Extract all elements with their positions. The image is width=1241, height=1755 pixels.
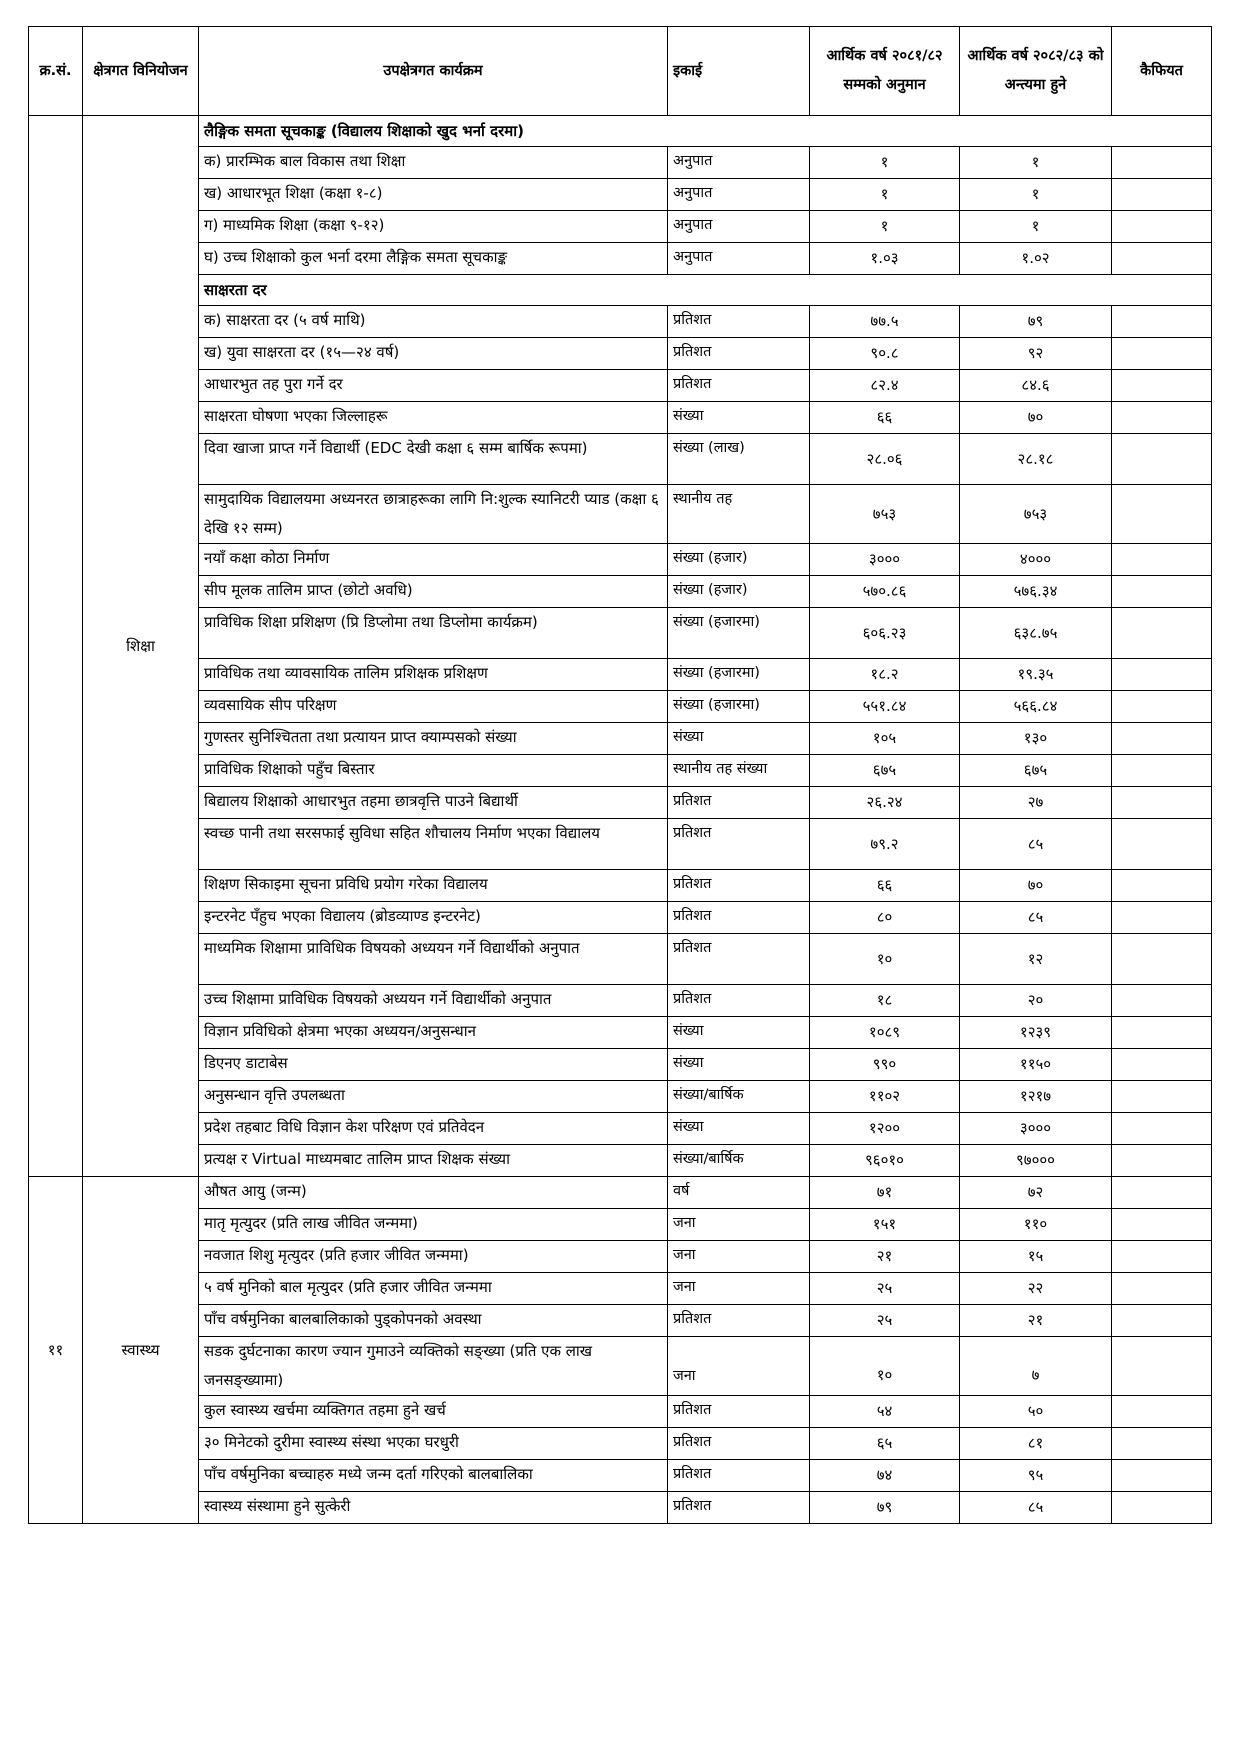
table-row [29, 1337, 1212, 1396]
remarks-cell [1112, 691, 1212, 723]
program-cell: सीप मूलक तालिम प्राप्त (छोटो अवधि) [199, 576, 668, 608]
unit-cell: संख्या (हजार) [668, 576, 810, 608]
estimate-cell: १८.२ [810, 659, 960, 691]
table-row [29, 934, 1212, 985]
program-cell: व्यवसायिक सीप परिक्षण [199, 691, 668, 723]
remarks-cell [1112, 608, 1212, 659]
target-cell: ७९ [960, 306, 1112, 338]
target-cell: १.०२ [960, 243, 1112, 275]
table-row [29, 370, 1212, 402]
remarks-cell [1112, 723, 1212, 755]
table-row [29, 1492, 1212, 1524]
remarks-cell [1112, 338, 1212, 370]
program-cell: कुल स्वास्थ्य खर्चमा व्यक्तिगत तहमा हुने खर्च [199, 1396, 668, 1428]
table-row [29, 659, 1212, 691]
unit-cell: संख्या (हजारमा) [668, 659, 810, 691]
remarks-cell [1112, 370, 1212, 402]
unit-cell: संख्या [668, 1049, 810, 1081]
target-cell: २७ [960, 787, 1112, 819]
estimate-cell: २५ [810, 1273, 960, 1305]
estimate-cell: ९०.८ [810, 338, 960, 370]
target-cell: २८.१८ [960, 434, 1112, 485]
program-cell: नयाँ कक्षा कोठा निर्माण [199, 544, 668, 576]
health-sector-name: स्वास्थ्य [83, 1177, 199, 1524]
remarks-cell [1112, 1428, 1212, 1460]
program-cell: दिवा खाजा प्राप्त गर्ने विद्यार्थी (EDC देखी कक्षा ६ सम्म बार्षिक रूपमा) [199, 434, 668, 485]
program-cell: ग) माध्यमिक शिक्षा (कक्षा ९-१२) [199, 211, 668, 243]
target-cell: ७० [960, 870, 1112, 902]
target-cell: ८५ [960, 819, 1112, 870]
estimate-cell: ९६०१० [810, 1145, 960, 1177]
unit-cell: संख्या [668, 1113, 810, 1145]
estimate-cell: ६६ [810, 870, 960, 902]
remarks-cell [1112, 902, 1212, 934]
table-row [29, 1396, 1212, 1428]
estimate-cell: ५४ [810, 1396, 960, 1428]
target-cell: ८५ [960, 902, 1112, 934]
unit-cell: अनुपात [668, 211, 810, 243]
target-cell: ५० [960, 1396, 1112, 1428]
table-row [29, 787, 1212, 819]
estimate-cell: ८२.४ [810, 370, 960, 402]
unit-cell: प्रतिशत [668, 1428, 810, 1460]
unit-cell: जना [668, 1337, 810, 1396]
target-cell: १ [960, 179, 1112, 211]
remarks-cell [1112, 402, 1212, 434]
remarks-cell [1112, 485, 1212, 544]
gender-parity-heading-text: लैङ्गिक समता सूचकाङ्क (विद्यालय शिक्षाको खुद भर्ना दरमा) [199, 116, 1212, 147]
estimate-cell: २१ [810, 1241, 960, 1273]
remarks-cell [1112, 1017, 1212, 1049]
program-cell: डिएनए डाटाबेस [199, 1049, 668, 1081]
program-cell: प्रदेश तहबाट विधि विज्ञान केश परिक्षण एवं प्रतिवेदन [199, 1113, 668, 1145]
table-row [29, 338, 1212, 370]
target-cell: ११५० [960, 1049, 1112, 1081]
remarks-cell [1112, 934, 1212, 985]
estimate-cell: १ [810, 179, 960, 211]
table-row [29, 1273, 1212, 1305]
remarks-cell [1112, 1081, 1212, 1113]
unit-cell: जना [668, 1241, 810, 1273]
remarks-cell [1112, 211, 1212, 243]
target-cell: ८४.६ [960, 370, 1112, 402]
target-cell: १३० [960, 723, 1112, 755]
table-row [29, 1049, 1212, 1081]
estimate-cell: ७५३ [810, 485, 960, 544]
table-row [29, 243, 1212, 275]
target-cell: १२३९ [960, 1017, 1112, 1049]
program-cell: उच्च शिक्षामा प्राविधिक विषयको अध्ययन गर्ने विद्यार्थीको अनुपात [199, 985, 668, 1017]
target-cell: ५७६.३४ [960, 576, 1112, 608]
education-sector-name: शिक्षा [83, 116, 199, 1177]
estimate-cell: २८.०६ [810, 434, 960, 485]
program-cell: शिक्षण सिकाइमा सूचना प्रविधि प्रयोग गरेका विद्यालय [199, 870, 668, 902]
program-cell: सामुदायिक विद्यालयमा अध्यनरत छात्राहरूका लागि नि:शुल्क स्यानिटरी प्याड (कक्षा ६ देखि १२ सम्म) [199, 485, 668, 544]
estimate-cell: १० [810, 1337, 960, 1396]
header-fy-estimate: आर्थिक वर्ष २०८१/८२ सम्मको अनुमान [810, 27, 960, 116]
estimate-cell: १ [810, 147, 960, 179]
remarks-cell [1112, 1396, 1212, 1428]
health-section [29, 1177, 1212, 1524]
unit-cell: संख्या (हजार) [668, 544, 810, 576]
estimate-cell: ७७.५ [810, 306, 960, 338]
program-cell: स्वास्थ्य संस्थामा हुने सुत्केरी [199, 1492, 668, 1524]
estimate-cell: १ [810, 211, 960, 243]
table-row [29, 434, 1212, 485]
program-cell: आधारभुत तह पुरा गर्ने दर [199, 370, 668, 402]
program-cell: माध्यमिक शिक्षामा प्राविधिक विषयको अध्ययन गर्ने विद्यार्थीको अनुपात [199, 934, 668, 985]
header-program: उपक्षेत्रगत कार्यक्रम [199, 27, 668, 116]
target-cell: १२ [960, 934, 1112, 985]
target-cell: ११० [960, 1209, 1112, 1241]
estimate-cell: ५५१.८४ [810, 691, 960, 723]
remarks-cell [1112, 1241, 1212, 1273]
program-cell: सडक दुर्घटनाका कारण ज्यान गुमाउने व्यक्तिको सङ्ख्या (प्रति एक लाख जनसङ्ख्यामा) [199, 1337, 668, 1396]
header-sector: क्षेत्रगत विनियोजन [83, 27, 199, 116]
remarks-cell [1112, 755, 1212, 787]
target-cell: १५ [960, 1241, 1112, 1273]
estimate-cell: ७९.२ [810, 819, 960, 870]
table-row [29, 1017, 1212, 1049]
unit-cell: स्थानीय तह संख्या [668, 755, 810, 787]
table-row [29, 819, 1212, 870]
target-cell: ७२ [960, 1177, 1112, 1209]
target-cell: ७५३ [960, 485, 1112, 544]
unit-cell: अनुपात [668, 243, 810, 275]
program-cell: ख) युवा साक्षरता दर (१५—२४ वर्ष) [199, 338, 668, 370]
target-cell: २१ [960, 1305, 1112, 1337]
unit-cell: संख्या [668, 402, 810, 434]
table-row [29, 1460, 1212, 1492]
target-cell: ९७००० [960, 1145, 1112, 1177]
program-cell: क) साक्षरता दर (५ वर्ष माथि) [199, 306, 668, 338]
unit-cell: अनुपात [668, 179, 810, 211]
unit-cell: वर्ष [668, 1177, 810, 1209]
table-row [29, 755, 1212, 787]
target-cell: ५६६.८४ [960, 691, 1112, 723]
table-row [29, 576, 1212, 608]
target-cell: ४००० [960, 544, 1112, 576]
program-cell: मातृ मृत्युदर (प्रति लाख जीवित जन्ममा) [199, 1209, 668, 1241]
unit-cell: प्रतिशत [668, 985, 810, 1017]
unit-cell: स्थानीय तह [668, 485, 810, 544]
unit-cell: संख्या [668, 1017, 810, 1049]
unit-cell: प्रतिशत [668, 1460, 810, 1492]
estimate-cell: ८० [810, 902, 960, 934]
table-row [29, 211, 1212, 243]
unit-cell: प्रतिशत [668, 870, 810, 902]
unit-cell: प्रतिशत [668, 902, 810, 934]
header-remarks: कैफियत [1112, 27, 1212, 116]
table-row [29, 1209, 1212, 1241]
table-row [29, 147, 1212, 179]
estimate-cell: १२०० [810, 1113, 960, 1145]
remarks-cell [1112, 1145, 1212, 1177]
target-cell: १२१७ [960, 1081, 1112, 1113]
unit-cell: अनुपात [668, 147, 810, 179]
estimate-cell: १०८९ [810, 1017, 960, 1049]
remarks-cell [1112, 1305, 1212, 1337]
remarks-cell [1112, 659, 1212, 691]
remarks-cell [1112, 179, 1212, 211]
table-row [29, 1113, 1212, 1145]
table-row [29, 1081, 1212, 1113]
target-cell: ९५ [960, 1460, 1112, 1492]
target-cell: १ [960, 147, 1112, 179]
unit-cell: संख्या/बार्षिक [668, 1081, 810, 1113]
estimate-cell: ७१ [810, 1177, 960, 1209]
remarks-cell [1112, 985, 1212, 1017]
table-row [29, 1305, 1212, 1337]
table-row [29, 485, 1212, 544]
unit-cell: जना [668, 1209, 810, 1241]
table-row [29, 306, 1212, 338]
table-row [29, 1177, 1212, 1209]
program-cell: पाँच वर्षमुनिका बच्चाहरु मध्ये जन्म दर्ता गरिएको बालबालिका [199, 1460, 668, 1492]
program-cell: क) प्रारम्भिक बाल विकास तथा शिक्षा [199, 147, 668, 179]
remarks-cell [1112, 1209, 1212, 1241]
remarks-cell [1112, 819, 1212, 870]
program-cell: साक्षरता घोषणा भएका जिल्लाहरू [199, 402, 668, 434]
target-cell: ६७५ [960, 755, 1112, 787]
estimate-cell: ३००० [810, 544, 960, 576]
estimate-cell: २६.२४ [810, 787, 960, 819]
table-row [29, 1428, 1212, 1460]
education-serial-cell [29, 116, 83, 1177]
target-cell: २० [960, 985, 1112, 1017]
table-row [29, 179, 1212, 211]
estimate-cell: १५१ [810, 1209, 960, 1241]
target-cell: ३००० [960, 1113, 1112, 1145]
program-cell: औषत आयु (जन्म) [199, 1177, 668, 1209]
target-cell: ८१ [960, 1428, 1112, 1460]
program-cell: ५ वर्ष मुनिको बाल मृत्युदर (प्रति हजार जीवित जन्ममा [199, 1273, 668, 1305]
literacy-heading-text: साक्षरता दर [199, 275, 1212, 306]
remarks-cell [1112, 787, 1212, 819]
estimate-cell: ७९ [810, 1492, 960, 1524]
unit-cell: प्रतिशत [668, 1396, 810, 1428]
remarks-cell [1112, 243, 1212, 275]
unit-cell: संख्या [668, 723, 810, 755]
table-row [29, 902, 1212, 934]
target-cell: २२ [960, 1273, 1112, 1305]
estimate-cell: २५ [810, 1305, 960, 1337]
target-cell: ८५ [960, 1492, 1112, 1524]
estimate-cell: ६५ [810, 1428, 960, 1460]
program-cell: विज्ञान प्रविधिको क्षेत्रमा भएका अध्ययन/अनुसन्धान [199, 1017, 668, 1049]
estimate-cell: ६६ [810, 402, 960, 434]
health-serial-number: ११ [29, 1177, 83, 1524]
table-row [29, 1145, 1212, 1177]
program-cell: इन्टरनेट पँहुच भएका विद्यालय (ब्रोडव्याण्ड इन्टरनेट) [199, 902, 668, 934]
table-row [29, 723, 1212, 755]
estimate-cell: ६७५ [810, 755, 960, 787]
remarks-cell [1112, 544, 1212, 576]
unit-cell: प्रतिशत [668, 787, 810, 819]
remarks-cell [1112, 1492, 1212, 1524]
unit-cell: प्रतिशत [668, 338, 810, 370]
indicator-table [28, 26, 1212, 1524]
estimate-cell: १० [810, 934, 960, 985]
remarks-cell [1112, 576, 1212, 608]
remarks-cell [1112, 147, 1212, 179]
unit-cell: संख्या/बार्षिक [668, 1145, 810, 1177]
table-row [29, 985, 1212, 1017]
remarks-cell [1112, 1113, 1212, 1145]
remarks-cell [1112, 1337, 1212, 1396]
gender-parity-heading [29, 116, 1212, 147]
unit-cell: प्रतिशत [668, 306, 810, 338]
header-serial-number: क्र.सं. [29, 27, 83, 116]
unit-cell: संख्या (हजारमा) [668, 691, 810, 723]
program-cell: ख) आधारभूत शिक्षा (कक्षा १-८) [199, 179, 668, 211]
program-cell: प्रत्यक्ष र Virtual माध्यमबाट तालिम प्राप्त शिक्षक संख्या [199, 1145, 668, 1177]
estimate-cell: ११०२ [810, 1081, 960, 1113]
target-cell: ६३८.७५ [960, 608, 1112, 659]
unit-cell: प्रतिशत [668, 370, 810, 402]
unit-cell: प्रतिशत [668, 819, 810, 870]
estimate-cell: ७४ [810, 1460, 960, 1492]
header-row [29, 27, 1212, 116]
remarks-cell [1112, 1177, 1212, 1209]
program-cell: गुणस्तर सुनिश्चितता तथा प्रत्यायन प्राप्त क्याम्पसको संख्या [199, 723, 668, 755]
table-row [29, 402, 1212, 434]
table-row [29, 1241, 1212, 1273]
program-cell: नवजात शिशु मृत्युदर (प्रति हजार जीवित जन्ममा) [199, 1241, 668, 1273]
target-cell: ७० [960, 402, 1112, 434]
target-cell: ७ [960, 1337, 1112, 1396]
target-cell: ९२ [960, 338, 1112, 370]
table-row [29, 544, 1212, 576]
literacy-heading [29, 275, 1212, 306]
remarks-cell [1112, 1460, 1212, 1492]
program-cell: पाँच वर्षमुनिका बालबालिकाको पुड्कोपनको अवस्था [199, 1305, 668, 1337]
table-row [29, 870, 1212, 902]
education-section [29, 116, 1212, 1177]
header-unit: इकाई [668, 27, 810, 116]
program-cell: ३० मिनेटको दुरीमा स्वास्थ्य संस्था भएका घरधुरी [199, 1428, 668, 1460]
estimate-cell: ६०६.२३ [810, 608, 960, 659]
program-cell: घ) उच्च शिक्षाको कुल भर्ना दरमा लैङ्गिक समता सूचकाङ्क [199, 243, 668, 275]
remarks-cell [1112, 870, 1212, 902]
program-cell: प्राविधिक तथा व्यावसायिक तालिम प्रशिक्षक प्रशिक्षण [199, 659, 668, 691]
remarks-cell [1112, 434, 1212, 485]
program-cell: प्राविधिक शिक्षाको पहुँच बिस्तार [199, 755, 668, 787]
estimate-cell: १०५ [810, 723, 960, 755]
program-cell: अनुसन्धान वृत्ति उपलब्धता [199, 1081, 668, 1113]
unit-cell: प्रतिशत [668, 934, 810, 985]
remarks-cell [1112, 1273, 1212, 1305]
estimate-cell: ५७०.८६ [810, 576, 960, 608]
unit-cell: प्रतिशत [668, 1492, 810, 1524]
unit-cell: प्रतिशत [668, 1305, 810, 1337]
target-cell: १ [960, 211, 1112, 243]
unit-cell: जना [668, 1273, 810, 1305]
unit-cell: संख्या (लाख) [668, 434, 810, 485]
target-cell: १९.३५ [960, 659, 1112, 691]
remarks-cell [1112, 1049, 1212, 1081]
estimate-cell: १८ [810, 985, 960, 1017]
estimate-cell: ९९० [810, 1049, 960, 1081]
unit-cell: संख्या (हजारमा) [668, 608, 810, 659]
estimate-cell: १.०३ [810, 243, 960, 275]
remarks-cell [1112, 306, 1212, 338]
program-cell: बिद्यालय शिक्षाको आधारभुत तहमा छात्रवृत्ति पाउने बिद्यार्थी [199, 787, 668, 819]
program-cell: स्वच्छ पानी तथा सरसफाई सुविधा सहित शौचालय निर्माण भएका विद्यालय [199, 819, 668, 870]
table-row [29, 691, 1212, 723]
table-row [29, 608, 1212, 659]
header-fy-target: आर्थिक वर्ष २०८२/८३ को अन्त्यमा हुने [960, 27, 1112, 116]
program-cell: प्राविधिक शिक्षा प्रशिक्षण (प्रि डिप्लोमा तथा डिप्लोमा कार्यक्रम) [199, 608, 668, 659]
